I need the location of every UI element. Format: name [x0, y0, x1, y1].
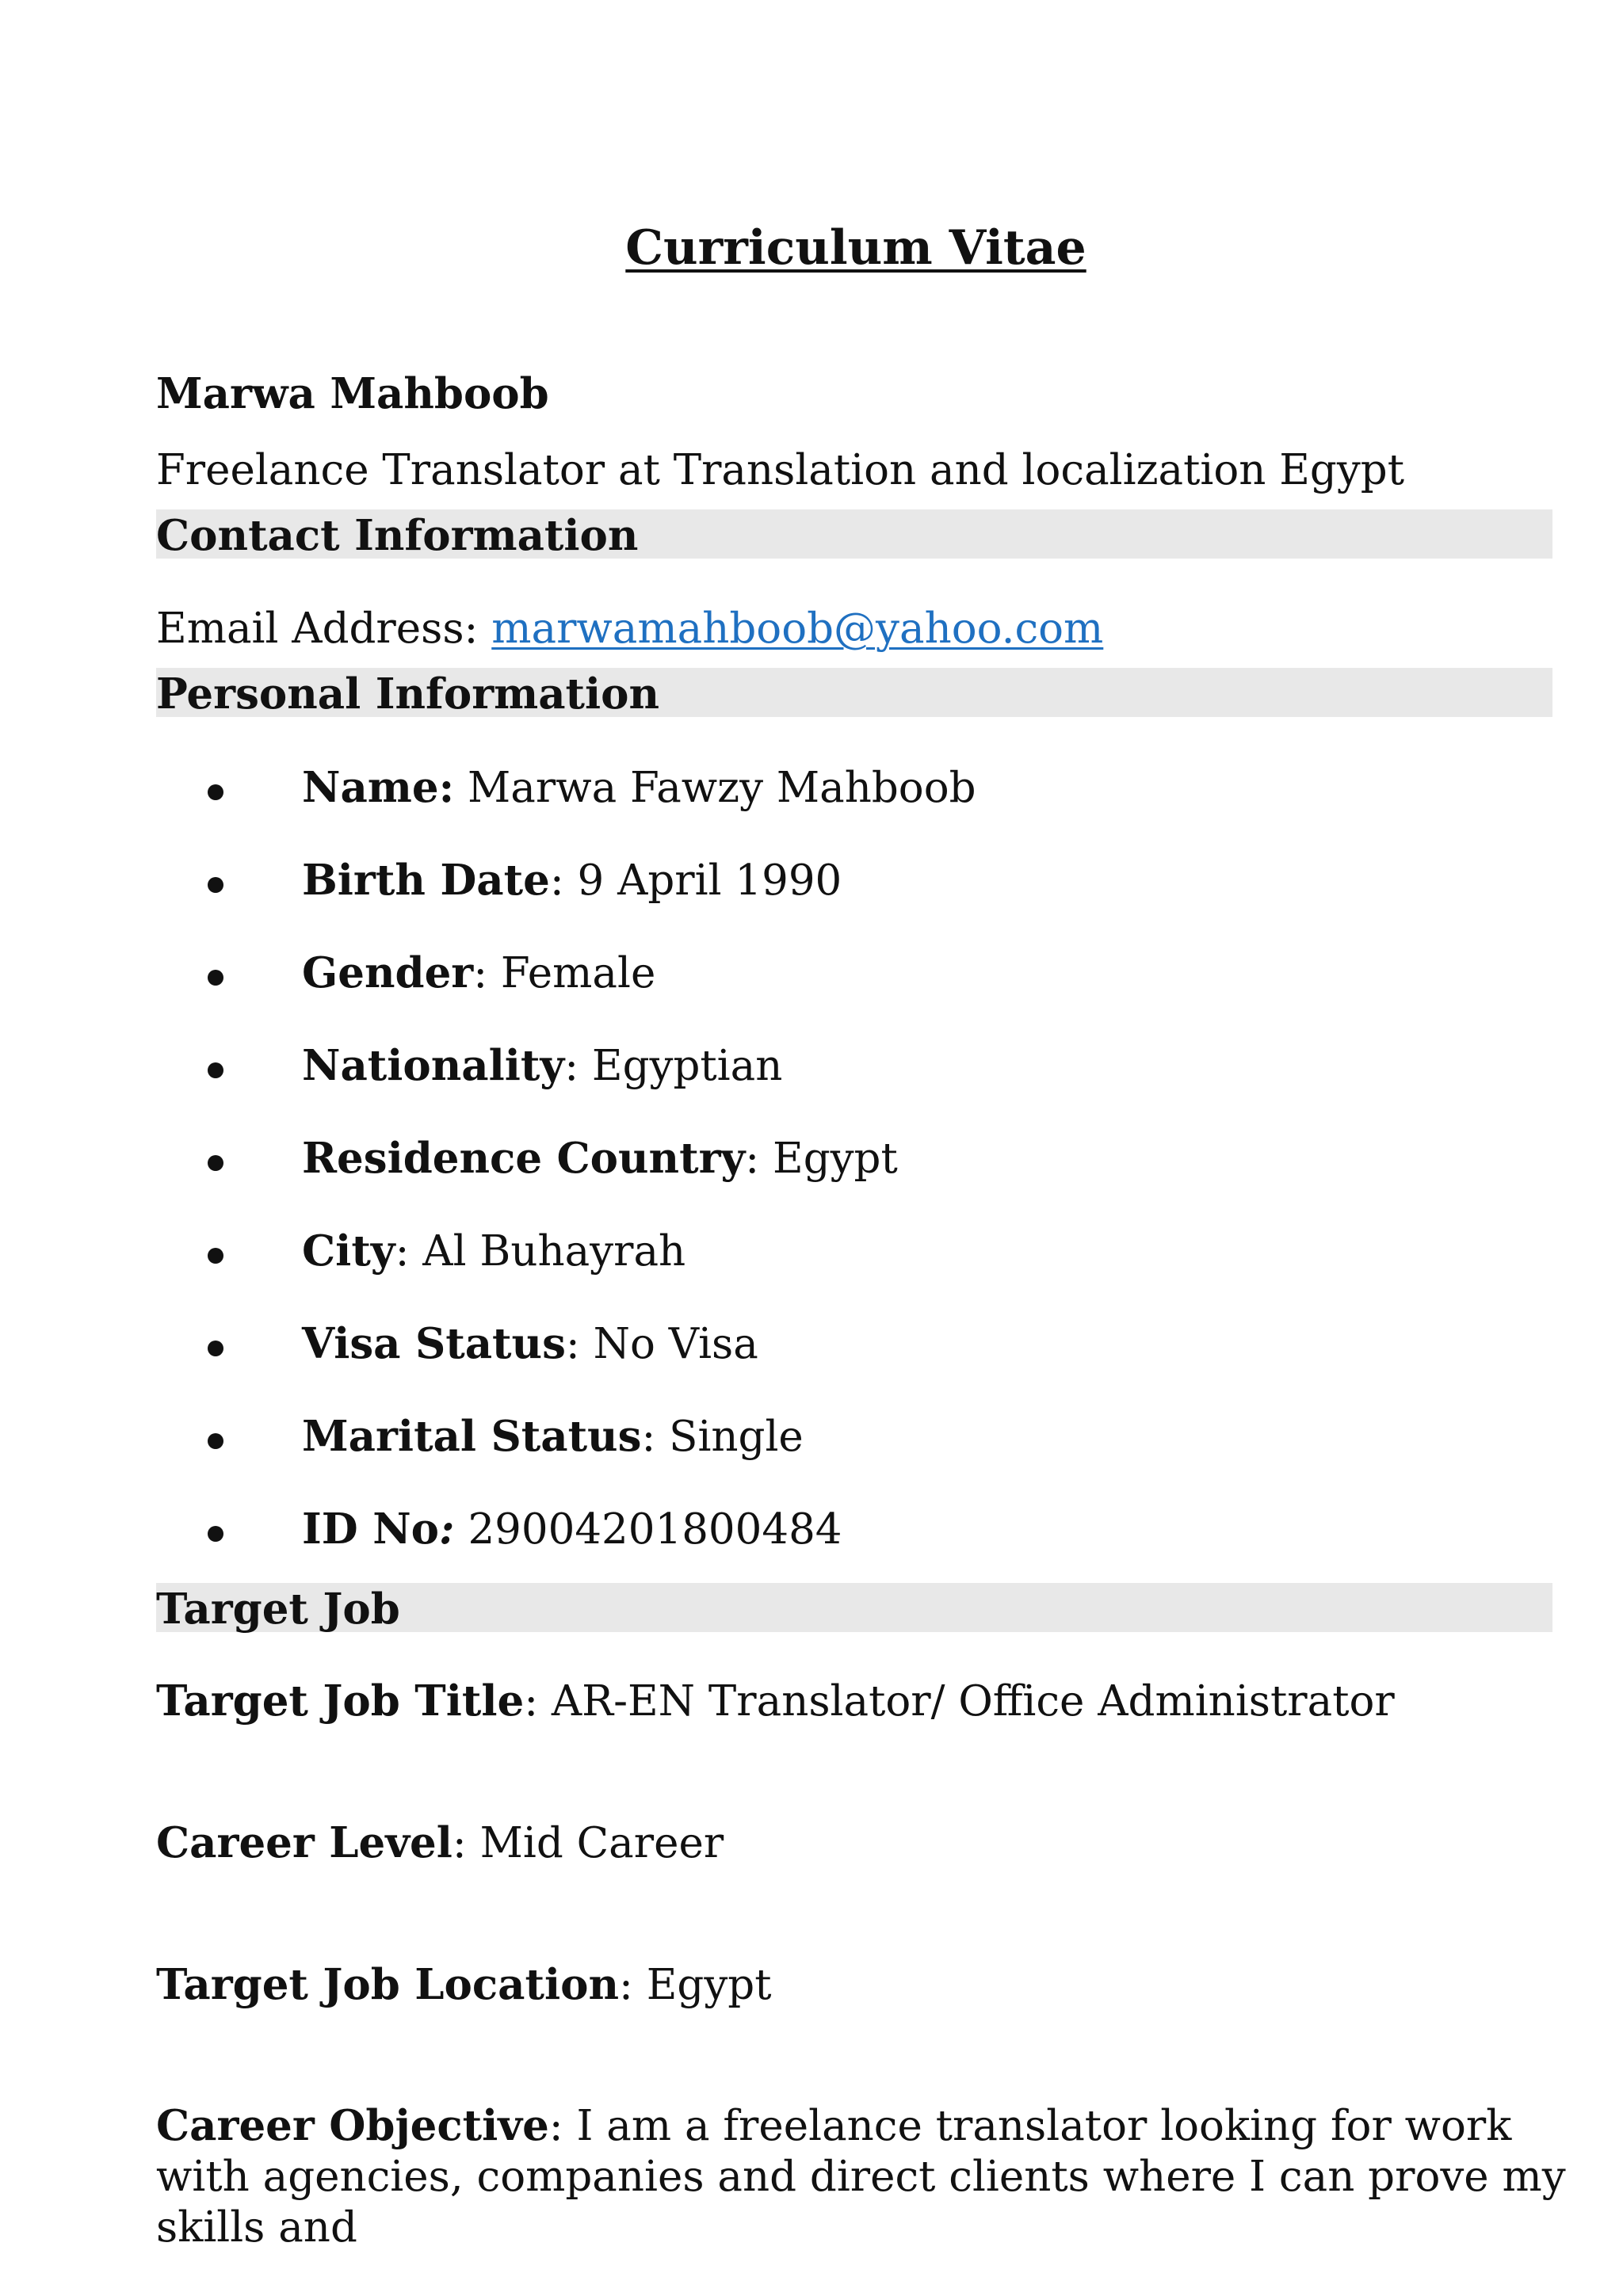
objective-label: Career Objective	[156, 2101, 549, 2150]
bullet-icon	[208, 877, 223, 893]
item-label: Gender	[302, 948, 474, 997]
item-label: Nationality	[302, 1041, 565, 1090]
target-job-location-line	[156, 1960, 772, 2009]
email-label: Email Address:	[156, 605, 492, 653]
career-level-line	[156, 1818, 724, 1867]
list-item-marital-status	[302, 1412, 804, 1461]
personal-section-header	[156, 668, 1552, 717]
bullet-icon	[208, 1526, 223, 1542]
candidate-headline: Freelance Translator at Translation and localization Egypt	[156, 446, 1405, 494]
item-label: Residence Country	[302, 1134, 746, 1183]
contact-section-header	[156, 509, 1552, 559]
item-value: : Female	[473, 949, 656, 997]
list-item-id-no	[302, 1505, 842, 1554]
item-label: Birth Date	[302, 856, 550, 905]
job-title-label: Target Job Title	[156, 1676, 525, 1726]
bullet-icon	[208, 1062, 223, 1078]
item-value: : Egypt	[745, 1135, 898, 1183]
list-item-gender	[302, 948, 655, 997]
item-label: Marital Status	[302, 1412, 642, 1461]
target-job-section-header	[156, 1583, 1552, 1632]
item-value: 29004201800484	[454, 1505, 842, 1554]
target-job-section-title: Target Job	[156, 1585, 400, 1634]
item-value: : Al Buhayrah	[395, 1227, 686, 1276]
personal-section-title: Personal Information	[156, 669, 660, 719]
target-job-title-line	[156, 1676, 1395, 1726]
item-value: : Egyptian	[564, 1042, 783, 1090]
bullet-icon	[208, 1155, 223, 1171]
item-label-suffix: :	[439, 1505, 455, 1554]
list-item-birth-date	[302, 856, 842, 905]
bullet-icon	[208, 970, 223, 986]
contact-section-title: Contact Information	[156, 511, 639, 560]
list-item-city	[302, 1226, 685, 1276]
email-link[interactable]: marwamahboob@yahoo.com	[491, 605, 1104, 653]
bullet-icon	[208, 1433, 223, 1449]
list-item-visa-status	[302, 1319, 758, 1368]
email-line	[156, 605, 1103, 653]
item-label: Name:	[302, 763, 455, 812]
list-item-name	[302, 763, 976, 812]
item-value: : No Visa	[565, 1320, 758, 1368]
job-title-value: : AR-EN Translator/ Office Administrator	[524, 1677, 1395, 1726]
item-value: Marwa Fawzy Mahboob	[454, 764, 976, 812]
item-value: : Single	[641, 1413, 804, 1461]
bullet-icon	[208, 1341, 223, 1356]
location-label: Target Job Location	[156, 1960, 620, 2009]
item-value: : 9 April 1990	[549, 856, 842, 905]
item-label: City	[302, 1226, 395, 1276]
bullet-icon	[208, 784, 223, 800]
item-label: Visa Status	[302, 1319, 566, 1368]
document-title: Curriculum Vitae	[625, 220, 1086, 276]
career-objective-paragraph	[156, 2100, 1567, 2253]
career-level-label: Career Level	[156, 1818, 453, 1867]
objective-value: : I am a freelance translator looking for work with agencies, companies and direct clients where I can prove my skills and	[156, 2102, 1566, 2252]
list-item-nationality	[302, 1041, 782, 1090]
career-level-value: : Mid Career	[452, 1819, 724, 1867]
location-value: : Egypt	[619, 1961, 772, 2009]
list-item-residence-country	[302, 1134, 898, 1183]
candidate-name: Marwa Mahboob	[156, 369, 549, 418]
bullet-icon	[208, 1248, 223, 1264]
item-label: ID No	[302, 1505, 440, 1554]
